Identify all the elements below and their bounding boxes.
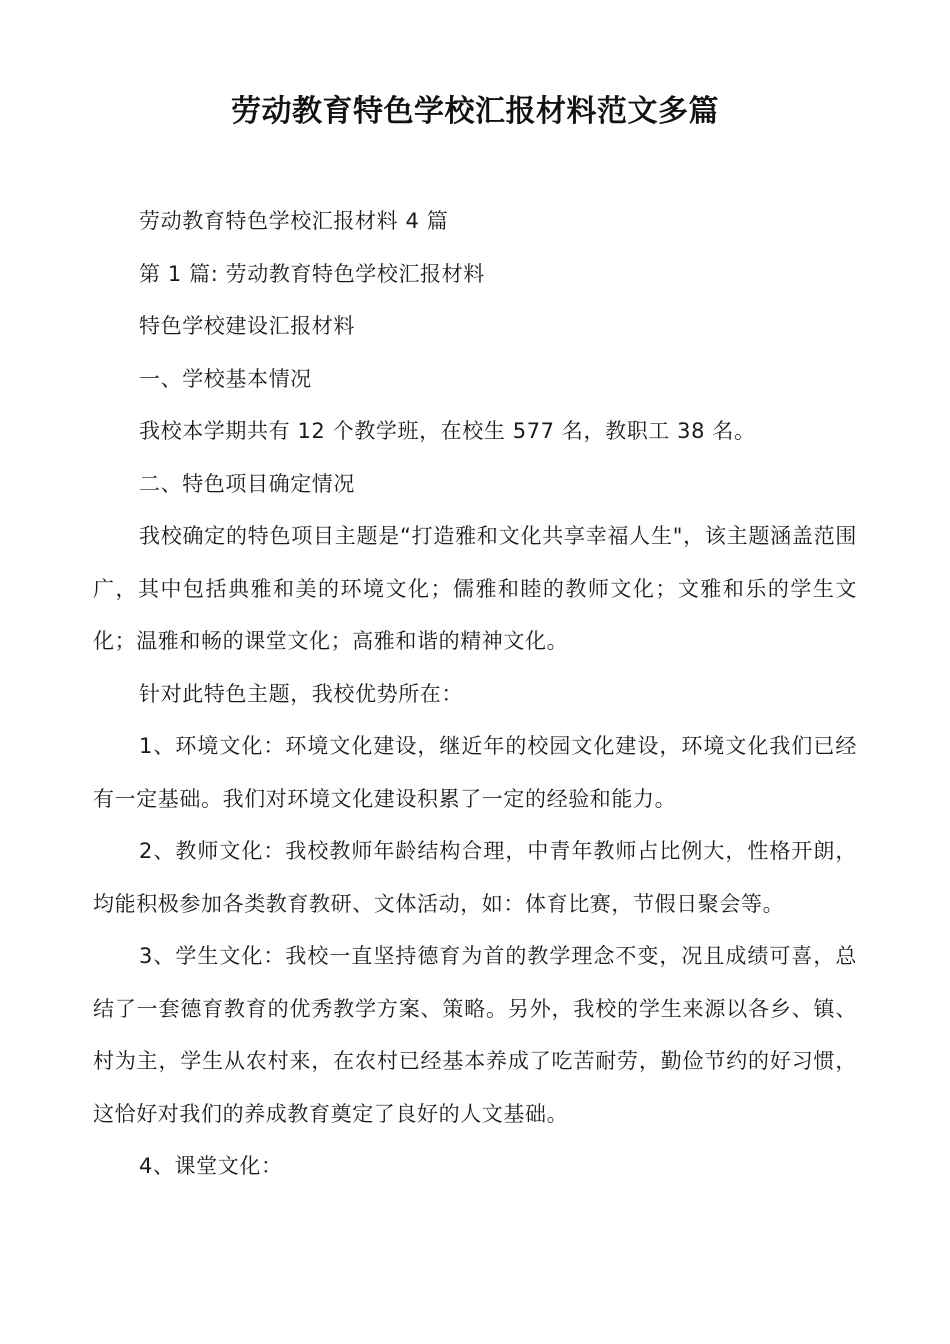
document-body [93, 195, 857, 1193]
paragraph-section-title: 特色学校建设汇报材料 [139, 314, 355, 338]
paragraph-project-theme: 我校确定的特色项目主题是“打造雅和文化共享幸福人生"，该主题涵盖范围广，其中包括典雅和美的环境文化；儒雅和睦的教师文化；文雅和乐的学生文化；温雅和畅的课堂文化；高雅和谐的精神文化。 [93, 524, 857, 653]
document-title: 劳动教育特色学校汇报材料范文多篇 [231, 94, 719, 129]
paragraph-subtitle: 劳动教育特色学校汇报材料 4 篇 [139, 209, 449, 233]
heading-basic-info: 一、学校基本情况 [139, 366, 312, 391]
paragraph-environment-culture: 1、环境文化：环境文化建设，继近年的校园文化建设，环境文化我们已经有一定基础。我们对环境文化建设积累了一定的经验和能力。 [93, 734, 857, 811]
paragraph-student-culture: 3、学生文化：我校一直坚持德育为首的教学理念不变，况且成绩可喜，总结了一套德育教育的优秀教学方案、策略。另外，我校的学生来源以各乡、镇、村为主，学生从农村来，在农村已经基本养成了吃苦耐劳，勤俭节约的好习惯，这恰好对我们的养成教育奠定了良好的人文基础。 [93, 944, 857, 1126]
paragraph-teacher-culture: 2、教师文化：我校教师年龄结构合理，中青年教师占比例大，性格开朗，均能积极参加各类教育教研、文体活动，如：体育比赛，节假日聚会等。 [93, 839, 857, 916]
paragraph-classroom-culture: 4、课堂文化： [139, 1154, 283, 1178]
paragraph-advantages-intro: 针对此特色主题，我校优势所在： [139, 681, 463, 706]
heading-featured-project: 二、特色项目确定情况 [139, 471, 355, 496]
paragraph-school-stats: 我校本学期共有 12 个教学班，在校生 577 名，教职工 38 名。 [139, 419, 756, 443]
paragraph-chapter-heading: 第 1 篇: 劳动教育特色学校汇报材料 [139, 261, 485, 286]
